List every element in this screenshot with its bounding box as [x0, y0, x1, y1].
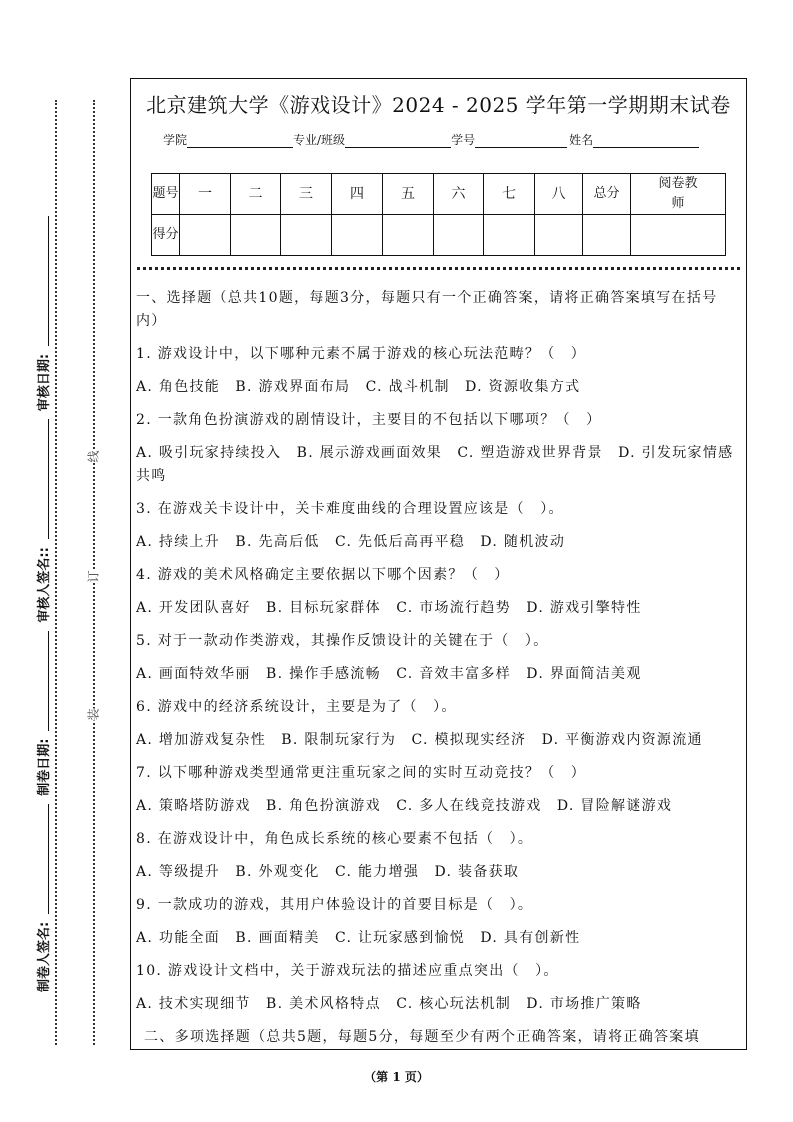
row-head-score: 得分 [152, 215, 180, 256]
maker-sign-line [48, 804, 49, 914]
col-head: 一 [180, 174, 231, 215]
question-text: 7. 以下哪种游戏类型通常更注重玩家之间的实时互动竞技？（ ） [136, 765, 587, 781]
answer-options: A. 功能全面 B. 画面精美 C. 让玩家感到愉悦 D. 具有创新性 [136, 930, 581, 946]
page-footer: （第 1 页） [364, 1070, 429, 1084]
review-date-line [48, 216, 49, 346]
binding-dotted-line-outer [55, 100, 57, 1045]
col-head: 二 [231, 174, 281, 215]
col-head-total: 总分 [583, 174, 631, 215]
score-cell[interactable] [180, 215, 231, 256]
row-head-number: 题号 [152, 174, 180, 215]
binding-mark-xian: 线 [86, 450, 101, 463]
score-cell[interactable] [535, 215, 583, 256]
id-label: 学号 [451, 133, 476, 147]
question-text: 4. 游戏的美术风格确定主要依据以下哪个因素？（ ） [136, 567, 510, 583]
reviewer-sign-line [48, 419, 49, 539]
score-cell[interactable] [434, 215, 484, 256]
col-head: 三 [281, 174, 332, 215]
major-label: 专业/班级 [293, 133, 346, 147]
reviewer-sign-label: 审核人签名:: [36, 547, 52, 623]
section-heading: 二、多项选择题（总共5题，每题5分，每题至少有两个正确答案，请将正确答案填 [144, 1029, 700, 1045]
id-field[interactable] [475, 135, 567, 148]
college-label: 学院 [163, 133, 188, 147]
question-text: 6. 游戏中的经济系统设计，主要是为了（ ）。 [136, 699, 457, 715]
col-head-grader: 阅卷教师 [631, 174, 726, 215]
score-table [151, 173, 726, 256]
answer-options: A. 开发团队喜好 B. 目标玩家群体 C. 市场流行趋势 D. 游戏引擎特性 [136, 600, 642, 616]
answer-options: A. 持续上升 B. 先高后低 C. 先低后高再平稳 D. 随机波动 [136, 534, 566, 550]
maker-sign-label: 制卷人签名: [36, 921, 52, 992]
col-head: 五 [383, 174, 434, 215]
college-field[interactable] [187, 135, 293, 148]
make-date-label: 制卷日期: [36, 738, 52, 796]
score-cell[interactable] [231, 215, 281, 256]
score-cell[interactable] [583, 215, 631, 256]
binding-mark-zhuang: 装 [86, 708, 101, 721]
major-field[interactable] [345, 135, 451, 148]
score-cell[interactable] [281, 215, 332, 256]
question-text: 5. 对于一款动作类游戏，其操作反馈设计的关键在于（ ）。 [136, 633, 549, 649]
answer-options: A. 等级提升 B. 外观变化 C. 能力增强 D. 装备获取 [136, 864, 520, 880]
answer-options: A. 增加游戏复杂性 B. 限制玩家行为 C. 模拟现实经济 D. 平衡游戏内资源流通 [136, 732, 703, 748]
question-text: 2. 一款角色扮演游戏的剧情设计，主要目的不包括以下哪项？（ ） [136, 412, 602, 428]
col-head: 四 [332, 174, 383, 215]
make-date-line [48, 631, 49, 731]
question-text: 1. 游戏设计中，以下哪种元素不属于游戏的核心玩法范畴？（ ） [136, 346, 587, 362]
col-head: 七 [484, 174, 535, 215]
section-heading: 一、选择题（总共10题，每题3分，每题只有一个正确答案，请将正确答案填写在括号内） [136, 290, 718, 329]
answer-options: A. 角色技能 B. 游戏界面布局 C. 战斗机制 D. 资源收集方式 [136, 379, 581, 395]
question-body [136, 287, 740, 1059]
signature-strip [32, 142, 52, 992]
answer-options: A. 技术实现细节 B. 美术风格特点 C. 核心玩法机制 D. 市场推广策略 [136, 996, 642, 1012]
score-cell[interactable] [383, 215, 434, 256]
name-field[interactable] [593, 135, 699, 148]
separator [137, 267, 740, 270]
score-cell[interactable] [332, 215, 383, 256]
question-text: 9. 一款成功的游戏，其用户体验设计的首要目标是（ ）。 [136, 897, 534, 913]
score-cell[interactable] [484, 215, 535, 256]
table-row [152, 174, 726, 215]
col-head: 八 [535, 174, 583, 215]
question-text: 10. 游戏设计文档中，关于游戏玩法的描述应重点突出（ ）。 [136, 963, 559, 979]
student-info [163, 131, 699, 148]
exam-frame [130, 78, 747, 1050]
page-title: 北京建筑大学《游戏设计》2024 - 2025 学年第一学期期末试卷 [146, 93, 731, 117]
table-row [152, 215, 726, 256]
score-cell[interactable] [631, 215, 726, 256]
binding-mark-ding: 订 [86, 570, 101, 583]
answer-options: A. 策略塔防游戏 B. 角色扮演游戏 C. 多人在线竞技游戏 D. 冒险解谜游戏 [136, 798, 673, 814]
review-date-label: 审核日期: [36, 353, 52, 412]
name-label: 姓名 [569, 133, 594, 147]
question-text: 8. 在游戏设计中，角色成长系统的核心要素不包括（ ）。 [136, 831, 534, 847]
question-text: 3. 在游戏关卡设计中，关卡难度曲线的合理设置应该是（ ）。 [136, 501, 564, 517]
answer-options: A. 吸引玩家持续投入 B. 展示游戏画面效果 C. 塑造游戏世界背景 D. 引发玩家情感共鸣 [136, 445, 734, 484]
answer-options: A. 画面特效华丽 B. 操作手感流畅 C. 音效丰富多样 D. 界面简洁美观 [136, 666, 642, 682]
col-head: 六 [434, 174, 484, 215]
